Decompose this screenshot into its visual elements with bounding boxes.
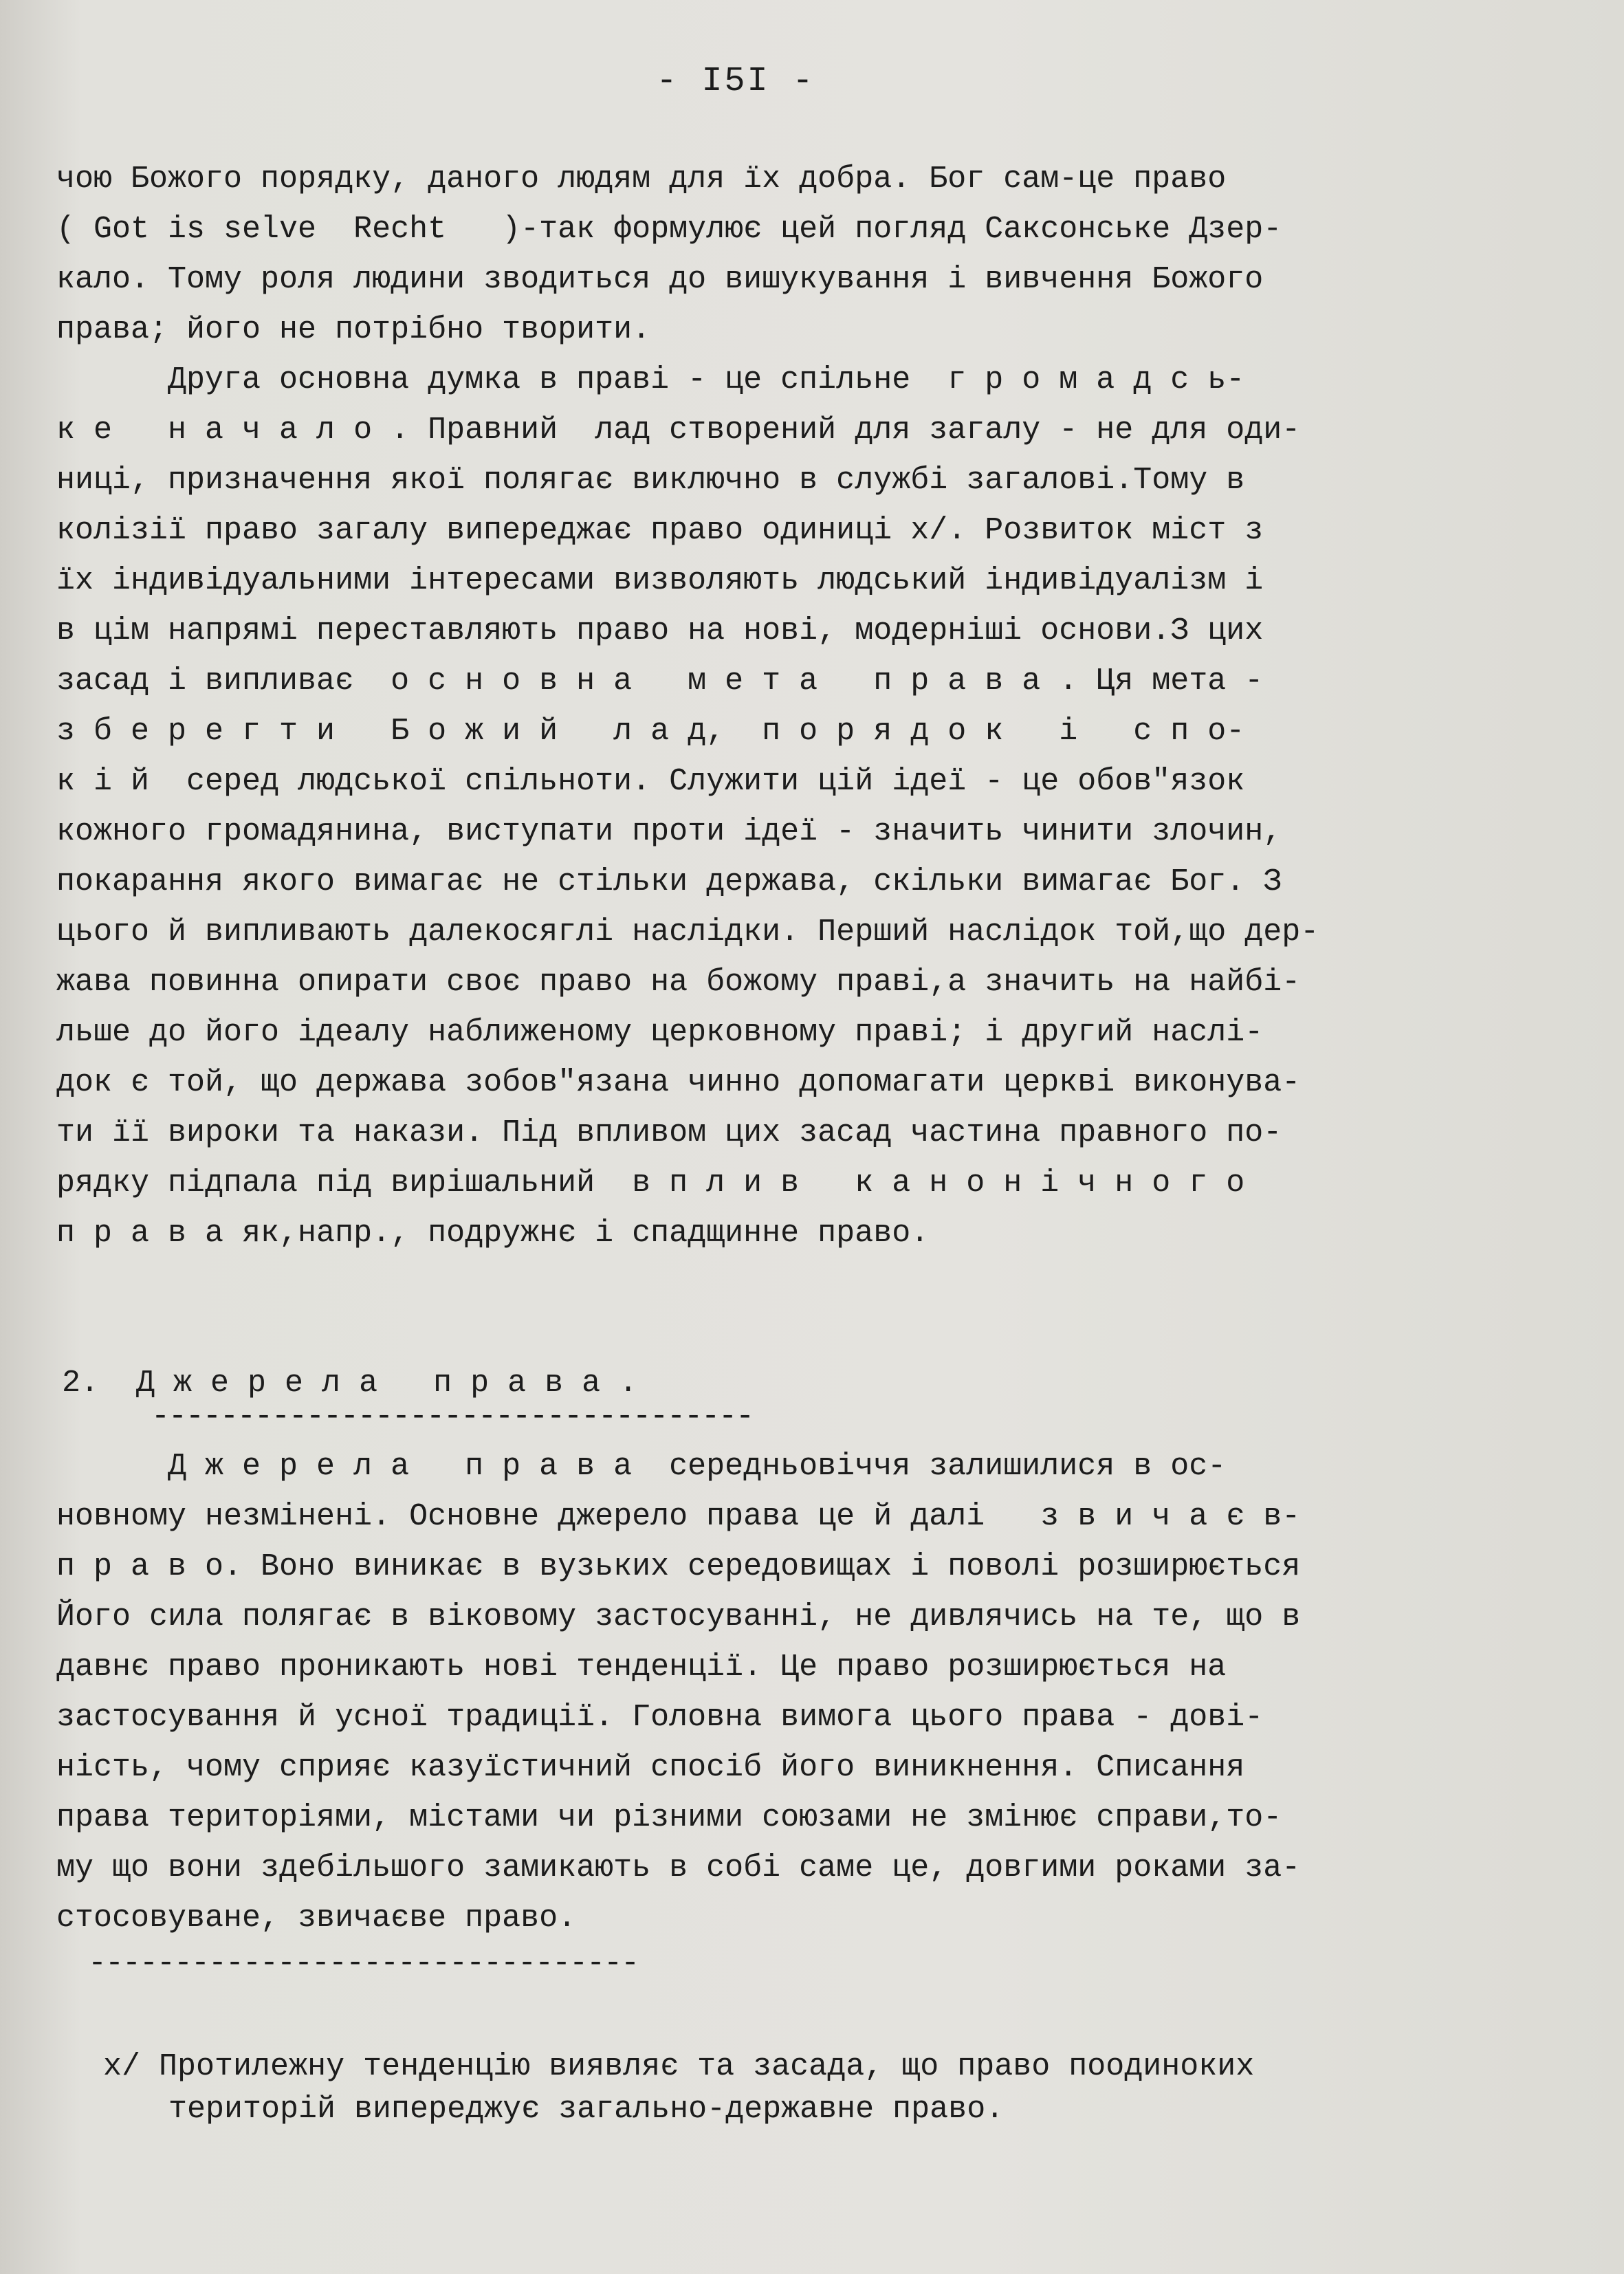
text-line: колізії право загалу випереджає право одиниці x/. Розвиток міст з <box>56 513 1264 548</box>
paragraph-1 <box>56 154 1569 1258</box>
text-line: му що вони здебільшого замикають в собі саме це, довгими роками за- <box>56 1850 1301 1885</box>
text-line: покарання якого вимагає не стільки держава, скільки вимагає Бог. З <box>56 864 1282 899</box>
paragraph-2 <box>56 1441 1569 1943</box>
text-line: льше до його ідеалу наближеному церковному праві; і другий наслі- <box>56 1015 1264 1050</box>
text-line: давнє право проникають нові тенденції. Це право розширюється на <box>56 1650 1227 1685</box>
text-line: Його сила полягає в віковому застосуванні, не дивлячись на те, що в <box>56 1599 1301 1635</box>
text-line: права; його не потрібно творити. <box>56 312 651 347</box>
text-line: засад і випливає о с н о в н а м е т а п р а в а . Ця мета - <box>56 664 1264 699</box>
text-line: кало. Тому роля людини зводиться до вишукування і вивчення Божого <box>56 262 1264 297</box>
section-heading-underline: ----------------------------------- <box>151 1399 754 1434</box>
text-line: їх індивідуальними інтересами визволяють людський індивідуалізм і <box>56 563 1264 598</box>
text-line: кожного громадянина, виступати проти ідеї - значить чинити злочин, <box>56 814 1282 849</box>
text-line: ність, чому сприяє казуїстичний спосіб його виникнення. Списання <box>56 1750 1245 1785</box>
text-line: ( Got is selve Recht )-так формулює цей погляд Саксонське Дзер- <box>56 212 1282 247</box>
text-line: док є той, що держава зобов"язана чинно допомагати церкві виконува- <box>56 1065 1301 1100</box>
text-line: права територіями, містами чи різними союзами не змінює справи,то- <box>56 1800 1282 1835</box>
footnote-marker: x/ <box>103 2049 141 2084</box>
footnote-divider: -------------------------------- <box>88 1946 639 1981</box>
text-line: застосування й усної традиції. Головна вимога цього права - дові- <box>56 1700 1264 1735</box>
text-line: ниці, призначення якої полягає виключно в службі загалові.Тому в <box>56 463 1245 498</box>
text-line: в цім напрямі переставляють право на нові, модерніші основи.З цих <box>56 613 1264 648</box>
text-line: цього й випливають далекосяглі наслідки. Перший наслідок той,що дер- <box>56 915 1319 950</box>
footnote-line-2: територій випереджує загально-державне право. <box>168 2092 1005 2127</box>
text-line: п р а в о. Воно виникає в вузьких середовищах і поволі розширюється <box>56 1549 1301 1584</box>
footnote-line-1 <box>103 2046 1581 2088</box>
footnote <box>103 2046 1581 2131</box>
text-line: жава повинна опирати своє право на божому праві,а значить на найбі- <box>56 965 1301 1000</box>
section-heading: 2. Д ж е р е л а п р а в а . <box>62 1366 638 1401</box>
text-line: Друга основна думка в праві - це спільне г р о м а д с ь- <box>56 362 1245 397</box>
footnote-text: Протилежну тенденцію виявляє та засада, що право поодиноких <box>159 2049 1255 2084</box>
text-line: з б е р е г т и Б о ж и й л а д, п о р я д о к і с п о- <box>56 714 1245 749</box>
text-line: к е н а ч а л о . Правний лад створений для загалу - не для оди- <box>56 413 1301 448</box>
text-line: к і й серед людської спільноти. Служити цій ідеї - це обов"язок <box>56 764 1245 799</box>
text-line: ти її вироки та накази. Під впливом цих засад частина правного по- <box>56 1115 1282 1150</box>
text-line: чою Божого порядку, даного людям для їх добра. Бог сам-це право <box>56 162 1227 197</box>
text-line: новному незмінені. Основне джерело права це й далі з в и ч а є в- <box>56 1499 1301 1534</box>
text-line: рядку підпала під вирішальний в п л и в к а н о н і ч н о г о <box>56 1166 1245 1201</box>
text-line: Д ж е р е л а п р а в а середньовіччя залишилися в ос- <box>56 1449 1227 1484</box>
text-line: п р а в а як,напр., подружнє і спадщинне право. <box>56 1216 930 1251</box>
text-line: стосовуване, звичаєве право. <box>56 1901 577 1936</box>
page-number: - I5I - <box>656 62 815 101</box>
